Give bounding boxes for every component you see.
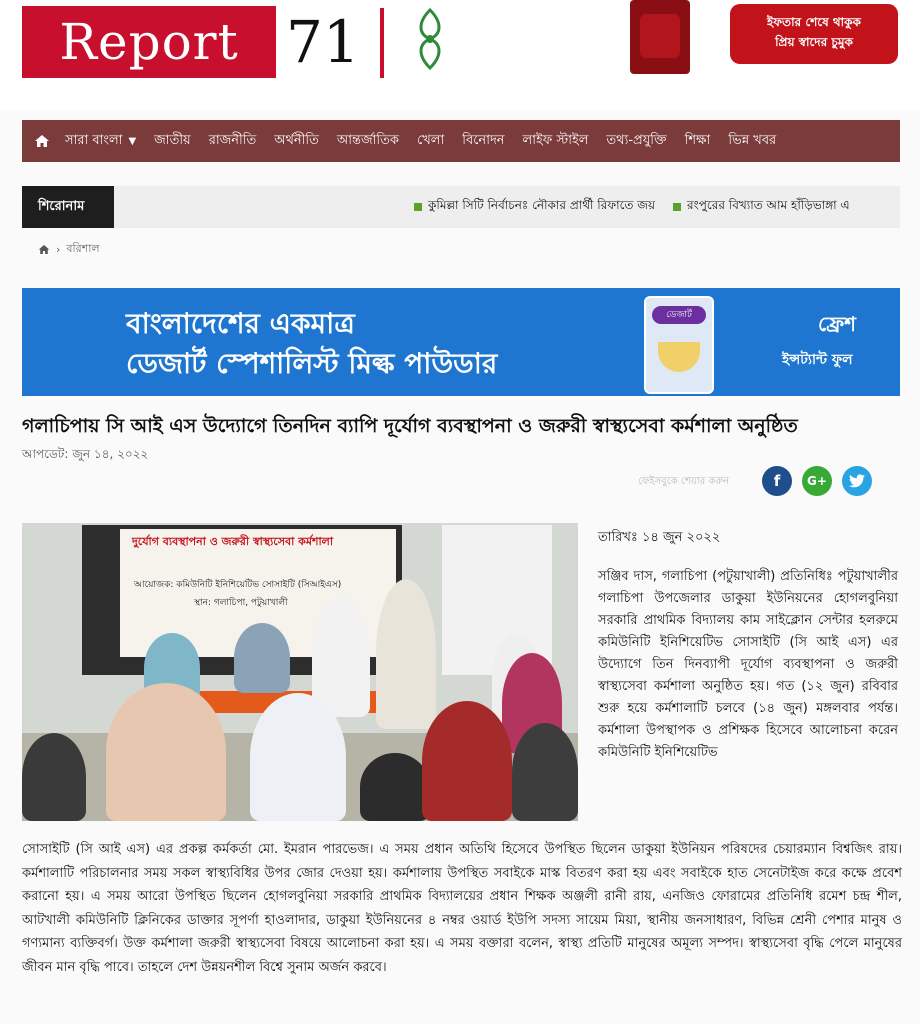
- photo-banner-title: দুর্যোগ ব্যবস্থাপনা ও জরুরী স্বাস্থ্যসেবা কর্মশালা: [132, 535, 334, 548]
- google-plus-share-icon[interactable]: G+: [802, 466, 832, 496]
- ad-right-line1: ফ্রেশ: [818, 312, 856, 336]
- article-title: গলাচিপায় সি আই এস উদ্যোগে তিনদিন ব্যাপি দূর্যোগ ব্যবস্থাপনা ও জরুরী স্বাস্থ্যসেবা কর্মশালা অনুষ্ঠিত: [22, 415, 798, 437]
- nav-item-other-news[interactable]: ভিন্ন খবর: [728, 132, 777, 148]
- photo-person: [234, 623, 290, 693]
- caret-down-icon: ▼: [128, 135, 137, 147]
- article-body-paragraph: সোসাইটি (সি আই এস) এর প্রকল্প কর্মকর্তা মো. ইমরান পারভেজ। এ সময় প্রধান অতিথি হিসেবে উপস্থিত ছিলেন ডাকুয়া ইউনিয়ন পরিষদের চেয়ারম্যান বিশ্বজিৎ রায়। কর্মশালাটি পরিচালনার সময় সকল স্বাস্থ্যবিধির উপর জোর দেওয়া হয়। কর্মশালায় উপস্থিত সবাইকে মাস্ক বিতরণ করা হয় এবং সবাইকে হাত সেনেটাইজ করে কক্ষে প্রবেশ করানো হয়। এ সময় আরো উপস্থিত ছিলেন হোগলবুনিয়া সরকারি প্রাথমিক বিদ্যালয়ের প্রধান শিক্ষক অঞ্জলী রানী রায়, এনজিও ফোরামের প্রতিনিধি রমেশ চন্দ্র শীল, আটখালী কমিউনিটি ক্লিনিকের ডাক্তার সূপর্ণা হাওলাদার, ডাকুয়া ইউনিয়নের ৪ নম্বর ওয়ার্ড ইউপি সদস্য সায়েম মিয়া, স্থানীয় জনসাধারণ, বিভিন্ন শ্রেনী পেশার মানুষ ও গণ্যমান্য ব্যক্তিবর্গ। উক্ত কর্মশালা জরুরী স্বাস্থ্যসেবা বিষয়ে আলোচনা করা হয়। এ সময় বক্তারা বলেন, স্বাস্থ্য প্রতিটি মানুষের অমূল্য সম্পদ। স্বাস্থ্যসেবা বৃদ্ধি পেলে মানুষের জীবন মান বৃদ্ধি পাবে। তাহলে দেশ উন্নয়নশীল বিশ্বে সুনাম অর্জন করবে।: [22, 842, 902, 975]
- photo-person: [422, 701, 512, 821]
- nav-item-international[interactable]: আন্তর্জাতিক: [336, 132, 399, 148]
- nav-item-entertainment[interactable]: বিনোদন: [462, 132, 505, 148]
- twitter-share-icon[interactable]: [842, 466, 872, 496]
- milk-powder-ad-banner[interactable]: [22, 288, 900, 396]
- nav-item-national[interactable]: জাতীয়: [154, 132, 191, 148]
- article-side-paragraph: সঞ্জিব দাস, গলাচিপা (পটুয়াখালী) প্রতিনিধিঃ পটুয়াখালীর গলাচিপা উপজেলার ডাকুয়া ইউনিয়নের হোগলবুনিয়া সরকারি প্রাথমিক বিদ্যালয় কাম সাইক্লোন সেন্টার হলরুমে কমিউনিটি ইনিশিয়েটিভ সোসাইটি (সি আই এস) এর উদ্যোগে তিন দিনব্যাপী দূর্যোগ ব্যবস্থাপনা ও জরুরী স্বাস্থ্যসেবা কর্মশালা অনুষ্ঠিত হয়। গত (১২ জুন) রবিবার শুরু হয়ে কর্মশালাটি চলবে (১৪ জুন) মঙ্গলবার পর্যন্ত। কর্মশালা উপস্থাপক ও প্রশিক্ষক হিসেবে আলোচনা করেন কমিউনিটি ইনিশিয়েটিভ: [598, 569, 898, 760]
- top-ad-badge: [730, 4, 898, 64]
- site-logo[interactable]: [22, 6, 276, 78]
- main-nav: [22, 120, 900, 162]
- nav-item-tech[interactable]: তথ্য-প্রযুক্তি: [606, 132, 667, 148]
- top-ad-line2: প্রিয় স্বাদের চুমুক: [775, 35, 853, 49]
- logo-divider: [380, 8, 384, 78]
- nav-item-lifestyle[interactable]: লাইফ স্টাইল: [522, 132, 589, 148]
- top-ad-line1: ইফতার শেষে থাকুক: [767, 15, 861, 29]
- photo-person: [312, 597, 370, 717]
- ticker-item[interactable]: কুমিল্লা সিটি নির্বাচনঃ নৌকার প্রার্থী রিফাতে জয়: [414, 197, 655, 217]
- breadcrumb-section[interactable]: বরিশাল: [66, 242, 100, 255]
- nav-item-sports[interactable]: খেলা: [416, 132, 445, 148]
- nav-item-sara-bangla[interactable]: সারা বাংলা ▼: [65, 132, 137, 148]
- ad-line1: বাংলাদেশের একমাত্র: [126, 307, 355, 340]
- product-pack-image: [644, 296, 714, 394]
- photo-person: [360, 753, 430, 821]
- photo-person: [512, 723, 578, 821]
- logo-text: Report: [59, 13, 239, 71]
- home-icon[interactable]: [38, 244, 50, 255]
- photo-person: [106, 683, 226, 821]
- photo-person: [22, 733, 86, 821]
- ad-line2: ডেজার্ট স্পেশালিস্ট মিল্ক পাউডার: [126, 347, 498, 380]
- bullet-icon: [414, 203, 422, 211]
- site-header: [0, 0, 920, 110]
- photo-person: [250, 693, 346, 821]
- drink-can-image: [630, 0, 690, 74]
- bullet-icon: [673, 203, 681, 211]
- article-updated-date: আপডেট: জুন ১৪, ২০২২: [22, 447, 149, 461]
- photo-person: [376, 579, 436, 729]
- ticker-label: শিরোনাম: [22, 186, 114, 228]
- ornament-icon: [412, 8, 448, 70]
- share-label: ফেইসবুকে শেয়ার করুন: [638, 476, 730, 487]
- top-advertisement[interactable]: [630, 0, 900, 74]
- article-date-line: তারিখঃ ১৪ জুন ২০২২: [598, 530, 721, 545]
- breadcrumb-separator-icon: ›: [56, 243, 61, 256]
- photo-banner-place: স্থান: গলাচিপা, পটুয়াখালী: [194, 598, 288, 608]
- nav-item-politics[interactable]: রাজনীতি: [208, 132, 257, 148]
- ticker-items: [414, 197, 868, 217]
- breadcrumb: [38, 240, 100, 259]
- ticker-item[interactable]: রংপুরের বিখ্যাত আম হাঁড়িভাঙ্গা এ: [673, 197, 850, 217]
- pack-brand-label: ডেজার্ট: [652, 306, 706, 324]
- home-icon[interactable]: [22, 120, 56, 162]
- photo-banner-sub: আয়োজক: কমিউনিটি ইনিশিয়েটিভ সোসাইটি (সিআইএস): [134, 580, 342, 590]
- headline-ticker: [22, 186, 900, 228]
- logo-number: 71: [286, 8, 360, 76]
- dessert-bowl-image: [658, 342, 700, 372]
- ad-right-line2: ইন্সট্যান্ট ফুল: [782, 352, 853, 368]
- facebook-share-icon[interactable]: f: [762, 466, 792, 496]
- nav-item-education[interactable]: শিক্ষা: [684, 132, 711, 148]
- nav-item-economy[interactable]: অর্থনীতি: [274, 132, 319, 148]
- article-photo: [22, 523, 578, 821]
